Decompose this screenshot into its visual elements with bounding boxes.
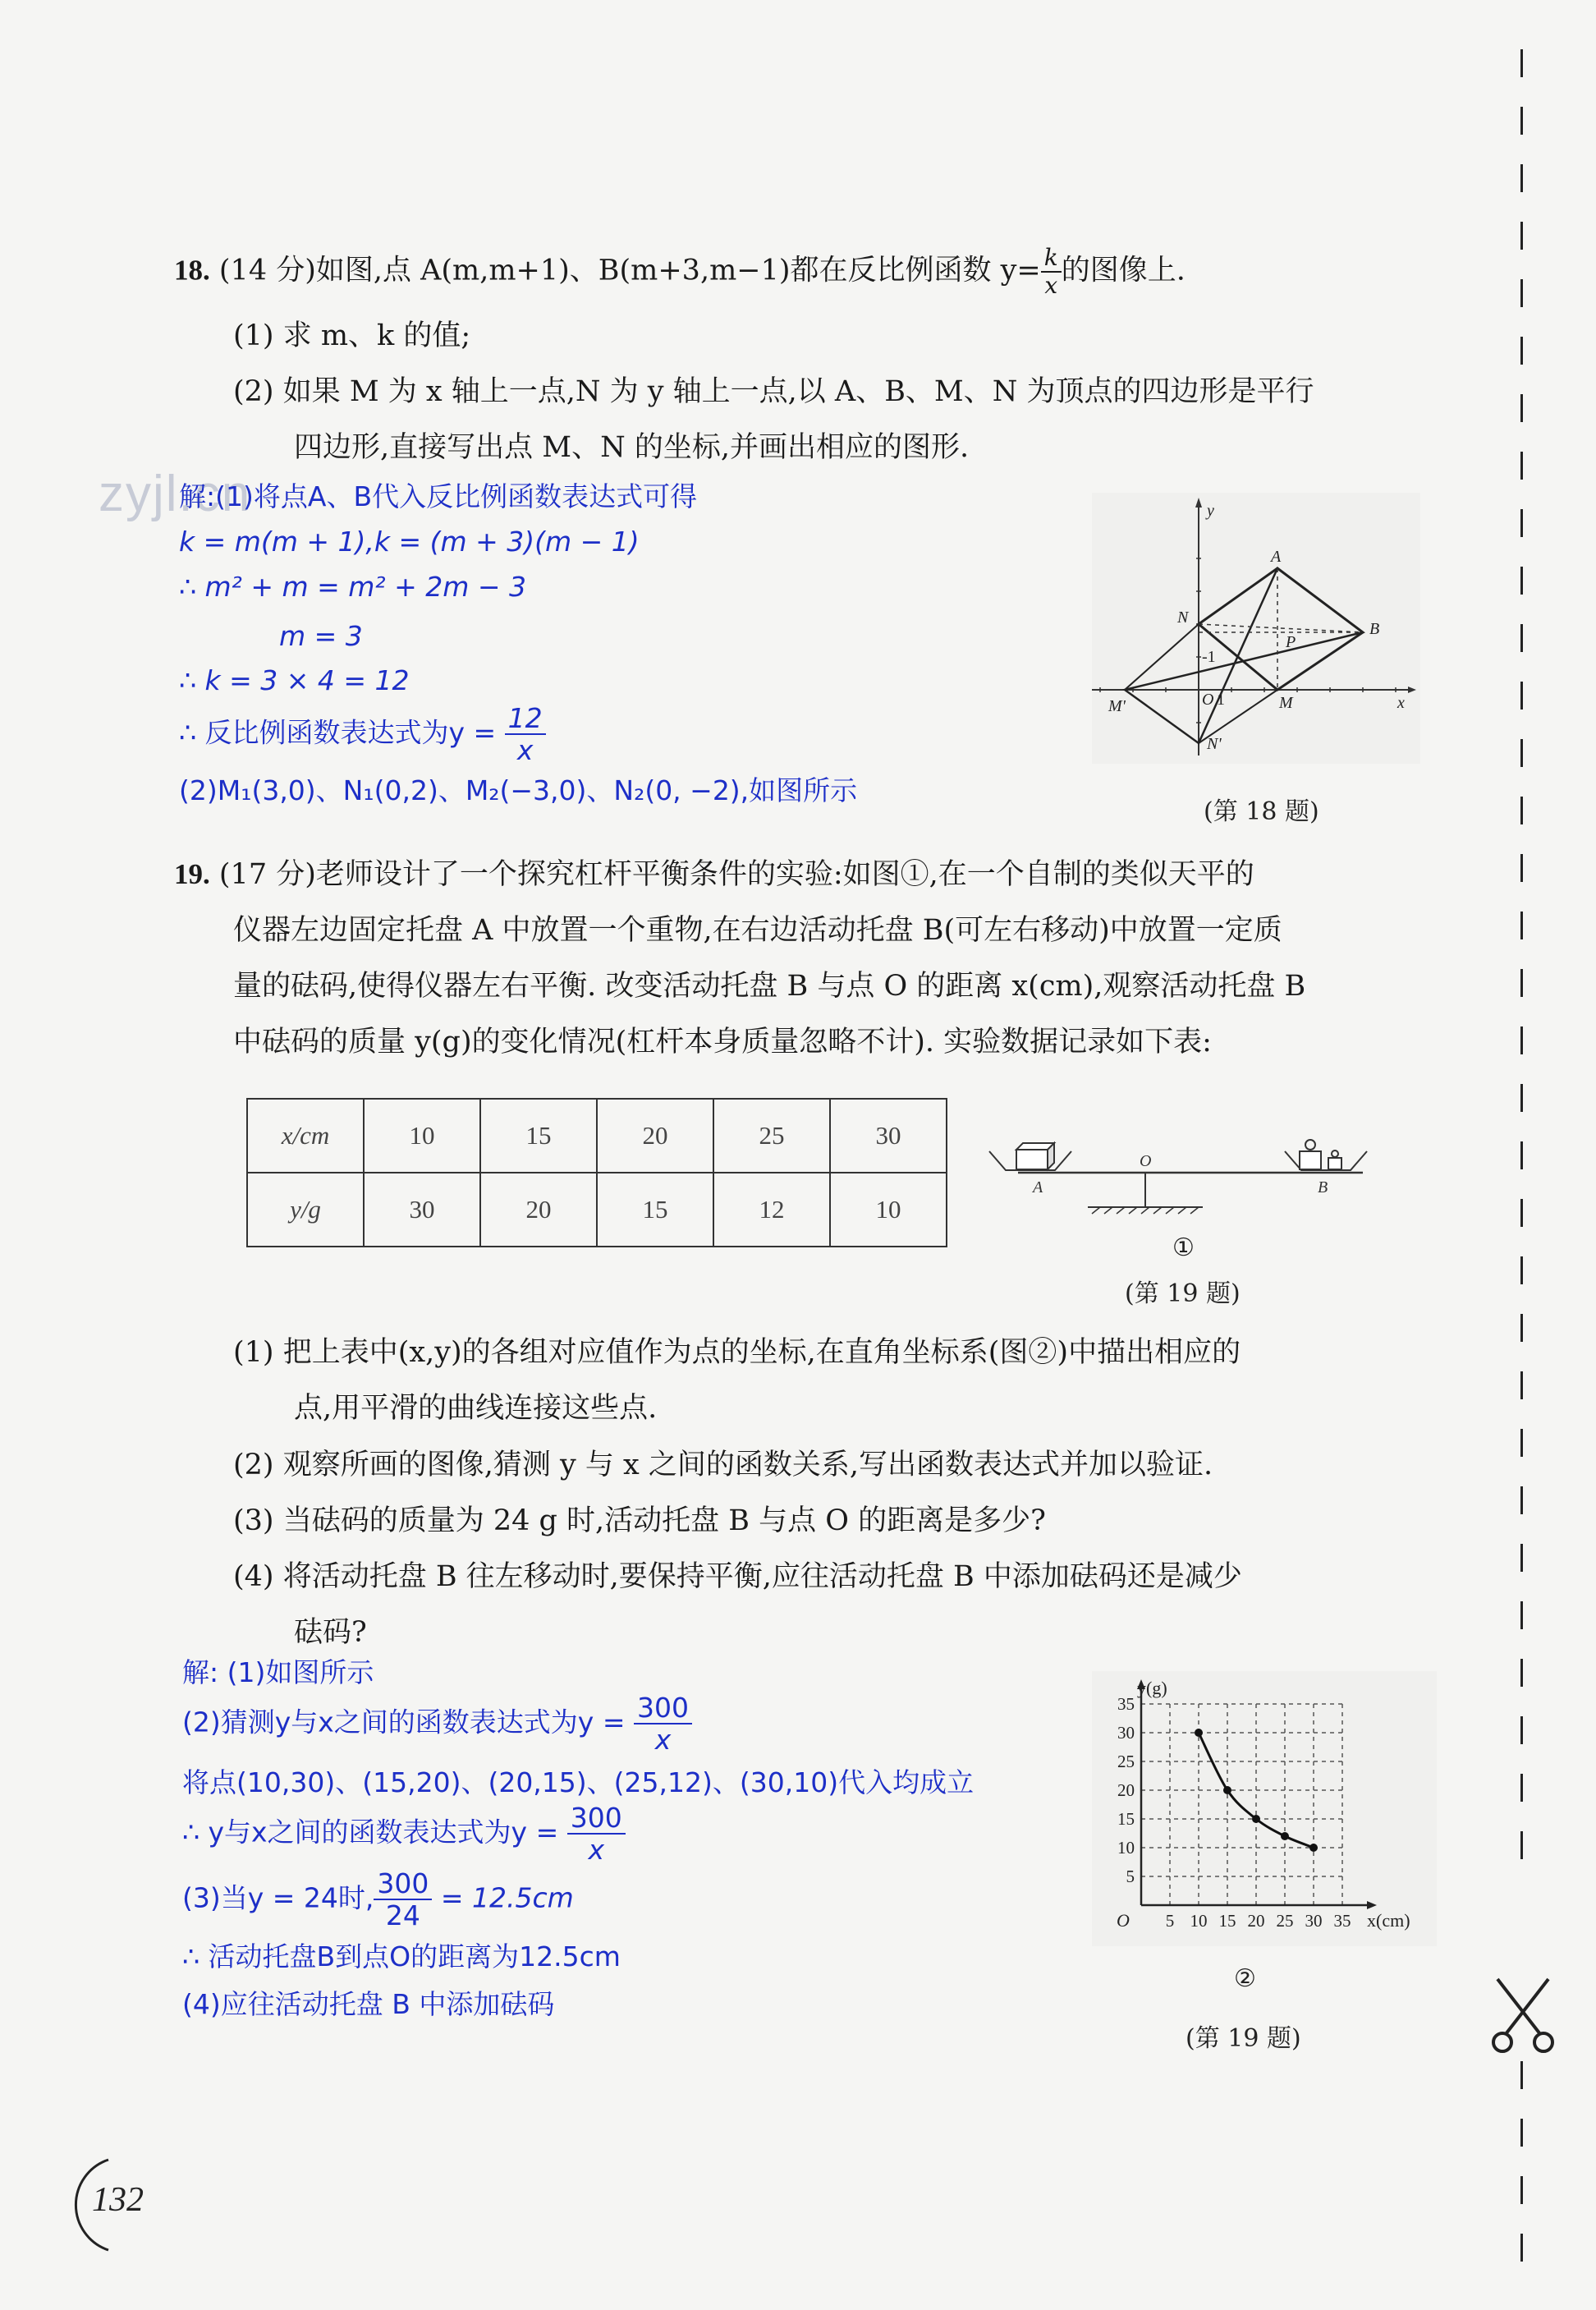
q18-answer-line6-text: ∴ 反比例函数表达式为y = bbox=[179, 716, 505, 749]
q19-part2: (2) 观察所画的图像,猜测 y 与 x 之间的函数关系,写出函数表达式并加以验证. bbox=[233, 1449, 1213, 1481]
table-cell: 30 bbox=[830, 1099, 947, 1173]
q19-answer-line5-text: (3)当y = 24时, bbox=[182, 1881, 374, 1914]
chart-xlabel: x(cm) bbox=[1367, 1910, 1410, 1931]
q19-answer-line3: 将点(10,30)、(15,20)、(20,15)、(25,12)、(30,10)代入均成立 bbox=[182, 1766, 975, 1798]
q19-answer-line4-num: 300 bbox=[567, 1804, 626, 1835]
y-tick-label: 5 bbox=[1126, 1867, 1135, 1886]
q19-answer-line2 bbox=[182, 1692, 692, 1756]
y-tick-label: 35 bbox=[1117, 1694, 1135, 1714]
table-cell: 10 bbox=[364, 1099, 480, 1173]
table-row bbox=[247, 1099, 947, 1173]
y-tick-label: 30 bbox=[1117, 1723, 1135, 1743]
q18-answer-frac-den: x bbox=[516, 734, 534, 766]
q18-stem bbox=[174, 246, 1186, 297]
chart-ylabel: y(g) bbox=[1137, 1678, 1167, 1698]
q19-part3: (3) 当砝码的质量为 24 g 时,活动托盘 B 与点 O 的距离是多少? bbox=[233, 1504, 1046, 1537]
fig18-label-N2: N' bbox=[1207, 735, 1222, 753]
data-point bbox=[1252, 1815, 1260, 1823]
scissors-icon bbox=[1486, 1975, 1560, 2057]
table-cell: 30 bbox=[364, 1173, 480, 1247]
q19-answer-line7: (4)应往活动托盘 B 中添加砝码 bbox=[182, 1988, 555, 2020]
q19-part4-line1: (4) 将活动托盘 B 往左移动时,要保持平衡,应往活动托盘 B 中添加砝码还是减少 bbox=[233, 1560, 1242, 1593]
x-tick-label: 5 bbox=[1165, 1911, 1175, 1931]
q18-answer-line2: k = m(m + 1),k = (m + 3)(m − 1) bbox=[179, 526, 640, 558]
q18-number: 18. bbox=[174, 254, 210, 287]
y-tick-label: 10 bbox=[1117, 1838, 1135, 1858]
q19-stem-line3: 量的砝码,使得仪器左右平衡. 改变活动托盘 B 与点 O 的距离 x(cm),观察活动托盘 B bbox=[233, 970, 1306, 1003]
q18-part1: (1) 求 m、k 的值; bbox=[233, 319, 471, 352]
q18-answer-line7: (2)M₁(3,0)、N₁(0,2)、M₂(−3,0)、N₂(0, −2),如图所示 bbox=[179, 774, 858, 806]
q19-answer-line5 bbox=[182, 1867, 574, 1931]
q18-figure bbox=[1092, 493, 1420, 764]
q19-stem-line1-text: (17 分)老师设计了一个探究杠杆平衡条件的实验:如图①,在一个自制的类似天平的 bbox=[218, 858, 1254, 891]
q19-part4-line2: 砝码? bbox=[294, 1616, 367, 1649]
fig19-label-O: O bbox=[1140, 1152, 1152, 1170]
q19-fig1-mark: ① bbox=[1172, 1233, 1195, 1262]
table-cell: 20 bbox=[597, 1099, 713, 1173]
q19-data-table bbox=[246, 1098, 947, 1247]
q19-part1-line2: 点,用平滑的曲线连接这些点. bbox=[294, 1392, 658, 1425]
q19-answer-line1: 解: (1)如图所示 bbox=[182, 1656, 374, 1688]
data-point bbox=[1281, 1832, 1289, 1840]
q19-part1-line1: (1) 把上表中(x,y)的各组对应值作为点的坐标,在直角坐标系(图②)中描出相应的 bbox=[233, 1336, 1241, 1369]
q19-answer-line4-den: x bbox=[588, 1834, 604, 1866]
x-tick-label: 30 bbox=[1305, 1911, 1323, 1931]
fig18-label-neg1: -1 bbox=[1202, 648, 1216, 666]
q19-fig2-mark: ② bbox=[1234, 1964, 1256, 1993]
x-tick-label: 25 bbox=[1276, 1911, 1294, 1931]
page-number: 132 bbox=[92, 2181, 144, 2219]
y-tick-label: 25 bbox=[1117, 1752, 1135, 1771]
q18-answer-line6 bbox=[179, 702, 546, 766]
q18-stem-tail: 的图像上. bbox=[1061, 254, 1186, 287]
q18-figure-caption: (第 18 题) bbox=[1204, 797, 1319, 826]
q18-frac-num: k bbox=[1041, 246, 1062, 273]
fig19-label-B: B bbox=[1318, 1178, 1328, 1196]
fig18-label-one: 1 bbox=[1217, 691, 1225, 709]
q19-answer-line5-den: 24 bbox=[385, 1899, 420, 1931]
x-tick-label: 15 bbox=[1218, 1911, 1236, 1931]
y-tick-label: 15 bbox=[1117, 1809, 1135, 1829]
x-tick-label: 10 bbox=[1190, 1911, 1208, 1931]
fig18-label-B: B bbox=[1369, 620, 1380, 638]
q19-chart bbox=[1092, 1671, 1437, 1946]
q19-number: 19. bbox=[174, 858, 210, 890]
table-cell: 10 bbox=[830, 1173, 947, 1247]
q18-answer-line5: ∴ k = 3 × 4 = 12 bbox=[179, 664, 410, 696]
q19-balance-figure bbox=[985, 1125, 1396, 1215]
q19-answer-line2-num: 300 bbox=[634, 1694, 692, 1724]
chart-origin-label: O bbox=[1117, 1910, 1130, 1931]
q19-answer-line2-text: (2)猜测y与x之间的函数表达式为y = bbox=[182, 1706, 634, 1738]
q19-stem-line2: 仪器左边固定托盘 A 中放置一个重物,在右边活动托盘 B(可左右移动)中放置一定质 bbox=[233, 914, 1282, 947]
q18-answer-line4: m = 3 bbox=[279, 620, 363, 652]
fig18-label-A: A bbox=[1271, 548, 1282, 566]
q18-answer-line3: ∴ m² + m = m² + 2m − 3 bbox=[179, 571, 527, 603]
fig18-label-x: x bbox=[1397, 694, 1405, 712]
q19-answer-line4 bbox=[182, 1802, 626, 1866]
q19-answer-line5-tail: = 12.5cm bbox=[432, 1881, 574, 1914]
q19-stem-line1 bbox=[174, 860, 1254, 889]
table-cell: 25 bbox=[713, 1099, 830, 1173]
q18-part2-line1: (2) 如果 M 为 x 轴上一点,N 为 y 轴上一点,以 A、B、M、N 为顶点的四边形是平行 bbox=[233, 375, 1314, 408]
q19-answer-line4-text: ∴ y与x之间的函数表达式为y = bbox=[182, 1816, 567, 1848]
table-cell: 15 bbox=[597, 1173, 713, 1247]
q18-stem-text: (14 分)如图,点 A(m,m+1)、B(m+3,m−1)都在反比例函数 y= bbox=[218, 254, 1041, 287]
q19-answer-line2-den: x bbox=[654, 1724, 672, 1756]
y-tick-label: 20 bbox=[1117, 1780, 1135, 1800]
watermark: zyjl.cn bbox=[99, 466, 252, 522]
table-cell: 20 bbox=[480, 1173, 597, 1247]
q18-answer-frac-num: 12 bbox=[505, 705, 546, 735]
fig18-label-M2: M' bbox=[1108, 697, 1126, 715]
data-point bbox=[1309, 1844, 1318, 1852]
q19-fig2-caption: (第 19 题) bbox=[1186, 2024, 1301, 2053]
q19-answer-line6: ∴ 活动托盘B到点O的距离为12.5cm bbox=[182, 1940, 621, 1972]
data-point bbox=[1195, 1729, 1203, 1737]
q19-fig1-caption: (第 19 题) bbox=[1125, 1279, 1241, 1308]
fig18-label-M: M bbox=[1279, 694, 1293, 712]
fig18-label-O: O bbox=[1202, 691, 1214, 709]
fig18-label-N: N bbox=[1177, 608, 1189, 627]
x-tick-label: 20 bbox=[1247, 1911, 1265, 1931]
table-cell: 12 bbox=[713, 1173, 830, 1247]
q18-part2-line2: 四边形,直接写出点 M、N 的坐标,并画出相应的图形. bbox=[294, 431, 970, 464]
fig18-label-y: y bbox=[1207, 502, 1214, 520]
fig18-label-P: P bbox=[1286, 633, 1296, 651]
q18-frac-den: x bbox=[1044, 272, 1058, 299]
q19-answer-line5-num: 300 bbox=[374, 1870, 432, 1900]
x-tick-label: 35 bbox=[1333, 1911, 1351, 1931]
table-cell: 15 bbox=[480, 1099, 597, 1173]
table-header-x: x/cm bbox=[247, 1099, 364, 1173]
q19-stem-line4: 中砝码的质量 y(g)的变化情况(杠杆本身质量忽略不计). 实验数据记录如下表: bbox=[233, 1026, 1212, 1059]
table-row bbox=[247, 1173, 947, 1247]
data-point bbox=[1223, 1786, 1231, 1794]
table-header-y: y/g bbox=[247, 1173, 364, 1247]
fig19-label-A: A bbox=[1033, 1178, 1043, 1196]
q18-answer-line1: 解:(1)将点A、B代入反比例函数表达式可得 bbox=[179, 480, 698, 512]
